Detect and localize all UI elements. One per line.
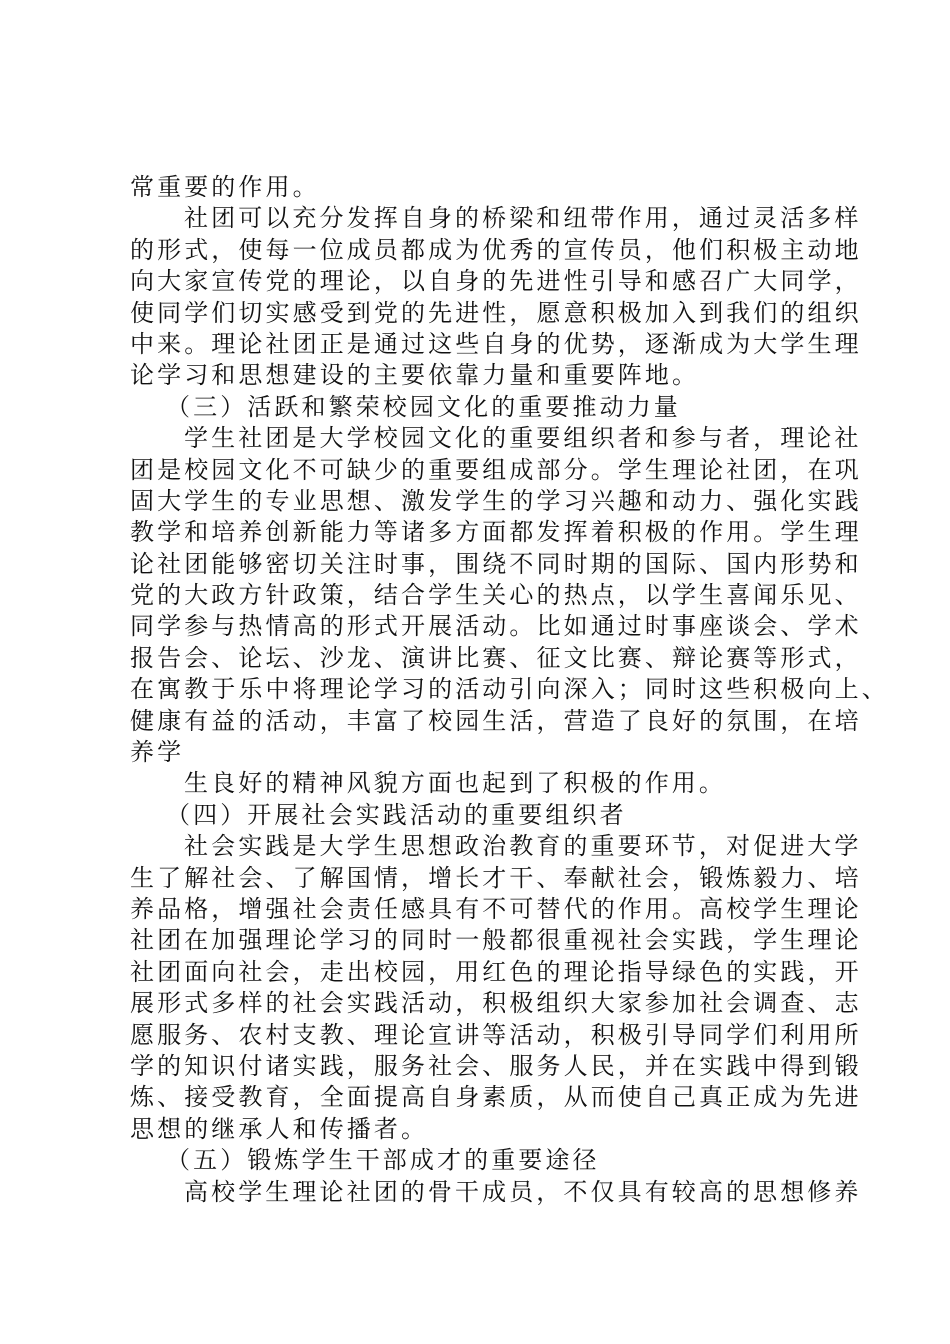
text-line: 论学习和思想建设的主要依靠力量和重要阵地。 <box>130 361 700 390</box>
section-heading: （五）锻炼学生干部成才的重要途径 <box>166 1146 600 1175</box>
text-line: 社团在加强理论学习的同时一般都很重视社会实践，学生理论 <box>130 926 862 955</box>
text-line: 社团面向社会，走出校园，用红色的理论指导绿色的实践，开 <box>130 957 862 986</box>
text-line: 论社团能够密切关注时事，围绕不同时期的国际、国内形势和 <box>130 549 862 578</box>
text-line: 学的知识付诸实践，服务社会、服务人民，并在实践中得到锻 <box>130 1051 862 1080</box>
text-line: 高校学生理论社团的骨干成员，不仅具有较高的思想修养 <box>184 1177 862 1206</box>
text-line: 养学 <box>130 738 185 767</box>
text-line: 教学和培养创新能力等诸多方面都发挥着积极的作用。学生理 <box>130 518 862 547</box>
text-line: 在寓教于乐中将理论学习的活动引向深入；同时这些积极向上、 <box>130 675 889 704</box>
text-line: 的形式，使每一位成员都成为优秀的宣传员，他们积极主动地 <box>130 235 862 264</box>
text-line: 固大学生的专业思想、激发学生的学习兴趣和动力、强化实践 <box>130 486 862 515</box>
text-line: 生了解社会、了解国情，增长才干、奉献社会，锻炼毅力、培 <box>130 863 862 892</box>
text-line: 向大家宣传党的理论，以自身的先进性引导和感召广大同学， <box>130 267 862 296</box>
text-line: 社会实践是大学生思想政治教育的重要环节，对促进大学 <box>184 832 862 861</box>
text-line: 党的大政方针政策，结合学生关心的热点，以学生喜闻乐见、 <box>130 581 862 610</box>
text-line: 社团可以充分发挥自身的桥梁和纽带作用，通过灵活多样 <box>184 204 862 233</box>
text-line: 使同学们切实感受到党的先进性，愿意积极加入到我们的组织 <box>130 298 862 327</box>
text-line: 思想的继承人和传播者。 <box>130 1114 429 1143</box>
section-heading: （四）开展社会实践活动的重要组织者 <box>166 800 627 829</box>
text-line: 报告会、论坛、沙龙、演讲比赛、征文比赛、辩论赛等形式， <box>130 643 862 672</box>
text-line: 养品格，增强社会责任感具有不可替代的作用。高校学生理论 <box>130 894 862 923</box>
text-line: 健康有益的活动，丰富了校园生活，营造了良好的氛围，在培 <box>130 706 862 735</box>
text-line: 炼、接受教育，全面提高自身素质，从而使自己真正成为先进 <box>130 1083 862 1112</box>
text-line: 中来。理论社团正是通过这些自身的优势，逐渐成为大学生理 <box>130 329 862 358</box>
text-line: 同学参与热情高的形式开展活动。比如通过时事座谈会、学术 <box>130 612 862 641</box>
text-line: 团是校园文化不可缺少的重要组成部分。学生理论社团，在巩 <box>130 455 862 484</box>
section-heading: （三）活跃和繁荣校园文化的重要推动力量 <box>166 392 681 421</box>
text-line: 生良好的精神风貌方面也起到了积极的作用。 <box>184 769 726 798</box>
text-line: 展形式多样的社会实践活动，积极组织大家参加社会调查、志 <box>130 989 862 1018</box>
text-line: 学生社团是大学校园文化的重要组织者和参与者，理论社 <box>184 424 862 453</box>
text-line: 常重要的作用。 <box>130 173 320 201</box>
document-body <box>130 172 889 1208</box>
text-line: 愿服务、农村支教、理论宣讲等活动，积极引导同学们利用所 <box>130 1020 862 1049</box>
